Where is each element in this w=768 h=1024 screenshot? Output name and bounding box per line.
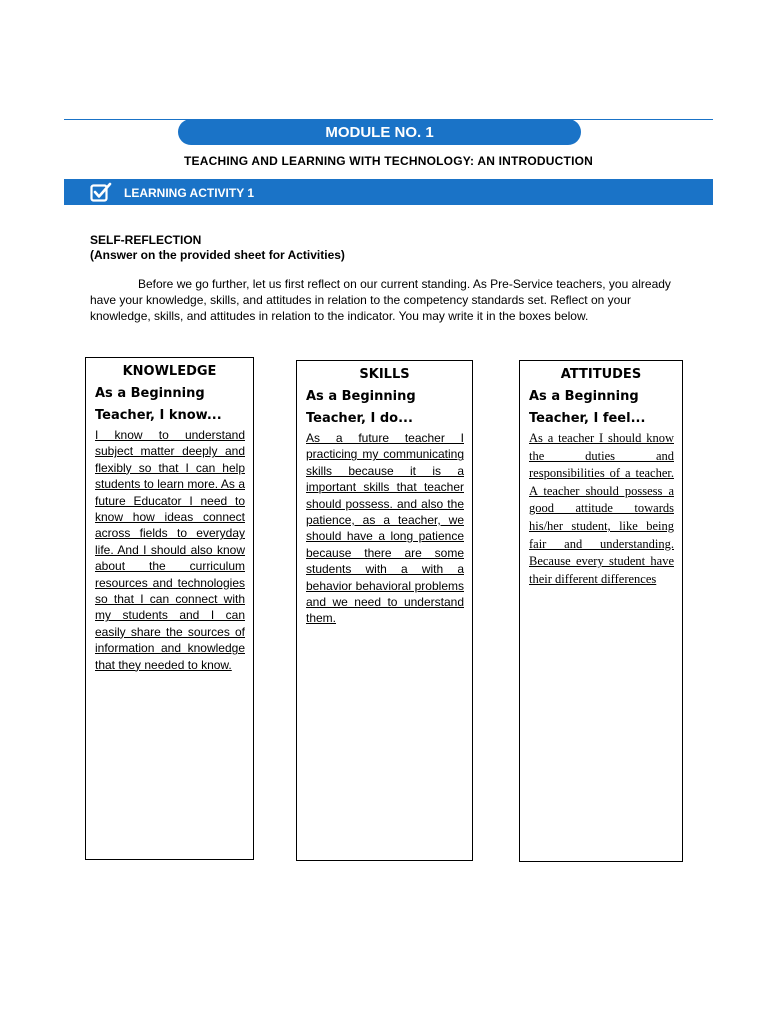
- attitudes-box: [519, 360, 683, 862]
- module-title-banner: [178, 119, 581, 145]
- learning-activity-bar: [64, 179, 713, 205]
- skills-answer: As a future teacher I practicing my communicating skills because it is a important skills that teacher should possess. and also the patience, as a teacher, we should have a long patience because there are some students with a with a behavior behavioral problems and we need to understand them.: [306, 431, 464, 626]
- skills-heading: SKILLS: [359, 367, 410, 382]
- knowledge-lead: As a Beginning Teacher, I know...: [95, 386, 222, 423]
- self-reflection-instruction: (Answer on the provided sheet for Activities): [90, 248, 345, 262]
- knowledge-box: [85, 357, 254, 860]
- learning-activity-label: LEARNING ACTIVITY 1: [124, 186, 255, 200]
- attitudes-heading: ATTITUDES: [560, 367, 642, 382]
- self-reflection-title: SELF-REFLECTION: [90, 233, 202, 247]
- skills-lead: As a Beginning Teacher, I do...: [306, 389, 416, 426]
- intro-text: Before we go further, let us first reflect on our current standing. As Pre-Service teachers, you already have your knowledge, skills, and attitudes in relation to the competency standards set. Reflect on your knowledge, skills, and attitudes in relation to the indicator. You may write it in the boxes below.: [90, 277, 671, 323]
- document-subtitle: TEACHING AND LEARNING WITH TECHNOLOGY: AN INTRODUCTION: [184, 154, 593, 168]
- module-title: MODULE NO. 1: [325, 123, 434, 141]
- skills-box: [296, 360, 473, 861]
- intro-paragraph: [90, 276, 680, 324]
- knowledge-answer: I know to understand subject matter deeply and flexibly so that I can help students to learn more. As a future Educator I need to know how ideas connect across fields to everyday life. And I should also know about the curriculum resources and technologies so that I can connect with my students and I can easily share the sources of information and knowledge that they needed to know.: [95, 428, 245, 672]
- knowledge-heading: KNOWLEDGE: [122, 364, 217, 379]
- attitudes-lead: As a Beginning Teacher, I feel...: [529, 389, 646, 426]
- checkbox-check-icon: [90, 182, 112, 202]
- attitudes-answer: As a teacher I should know the duties and responsibilities of a teacher. A teacher should possess a good attitude towards his/her student, like being fair and understanding. Because every student have their different differences: [529, 431, 674, 586]
